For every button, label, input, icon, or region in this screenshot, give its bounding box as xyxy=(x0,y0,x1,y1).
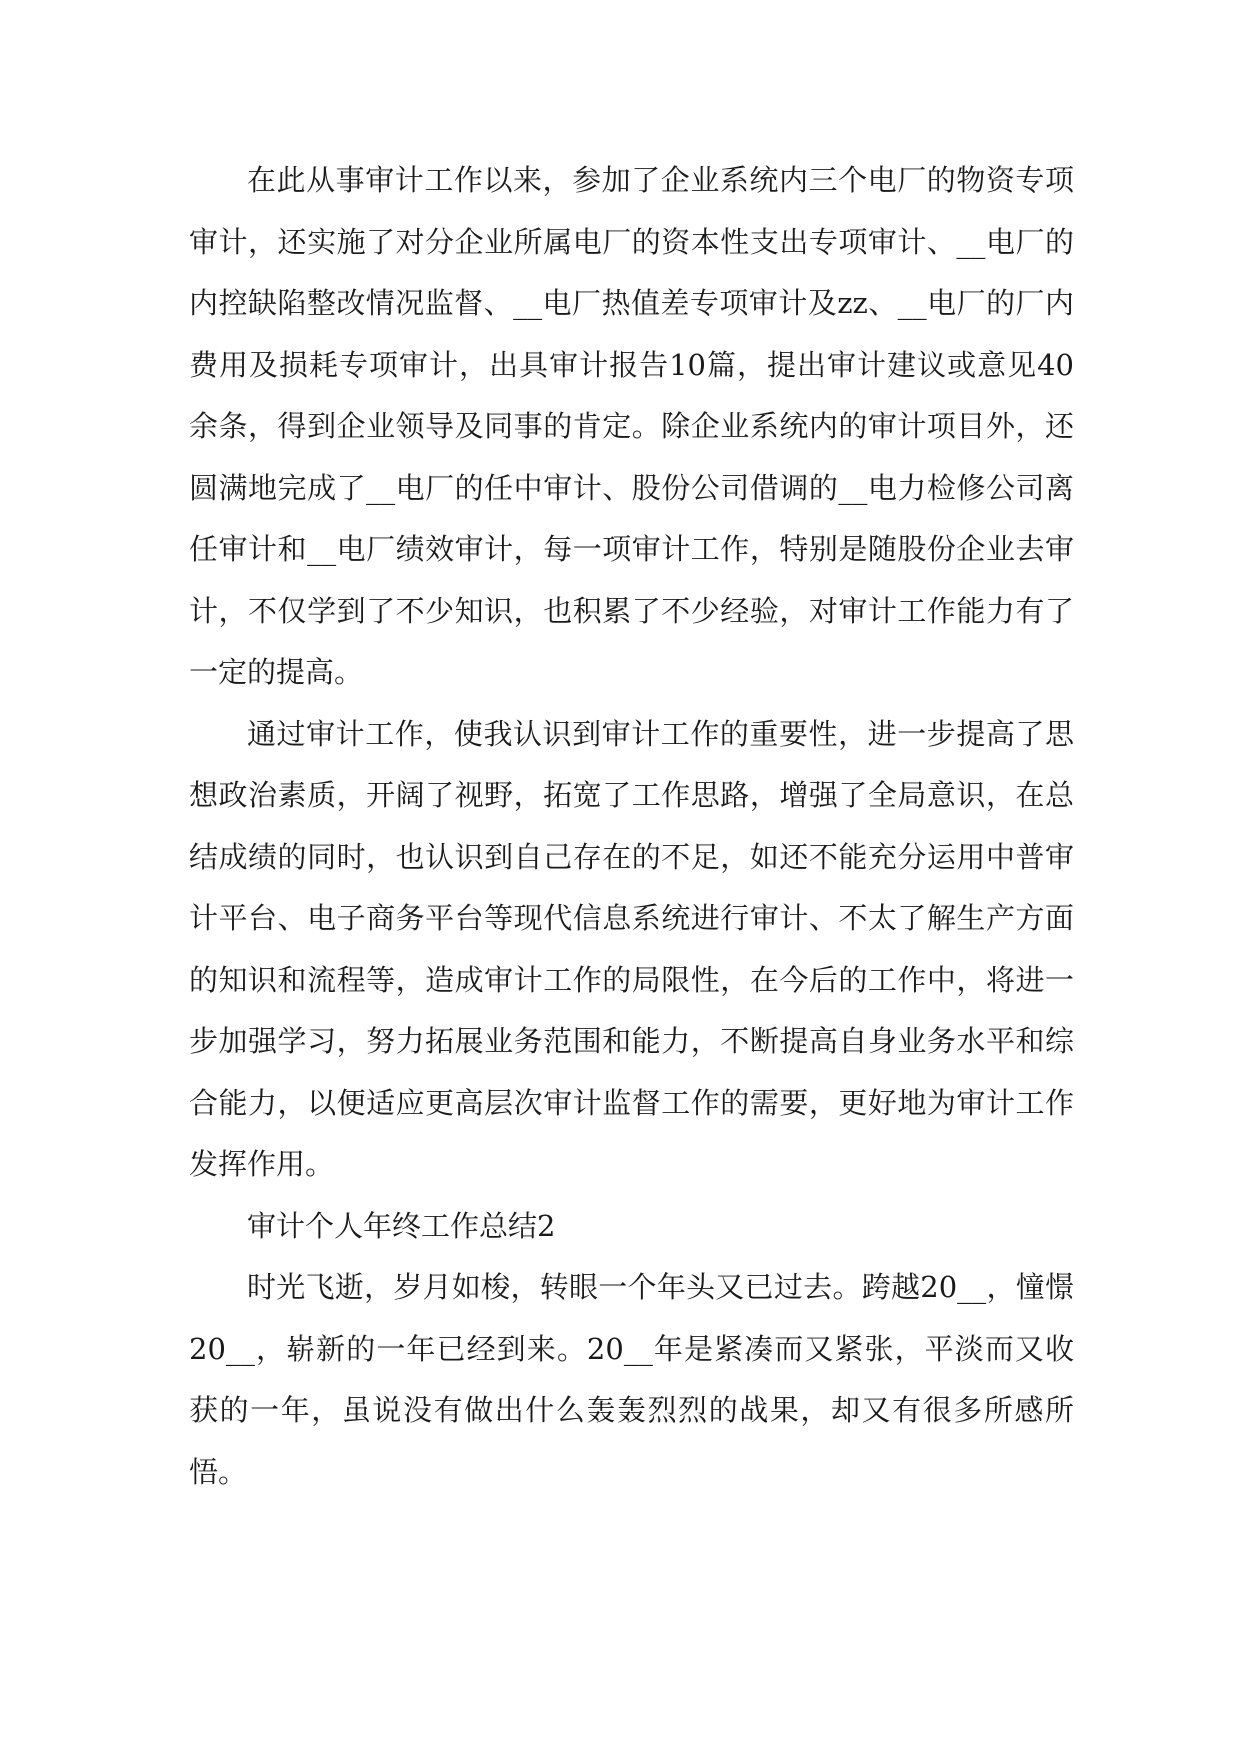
section-heading: 审计个人年终工作总结2 xyxy=(247,1208,556,1243)
body-paragraph: 通过审计工作，使我认识到审计工作的重要性，进一步提高了思想政治素质，开阔了视野，拓宽了工作思路，增强了全局意识，在总结成绩的同时，也认识到自己存在的不足，如还不能充分运用中普审计平台、电子商务平台等现代信息系统进行审计、不太了解生产方面的知识和流程等，造成审计工作的局限性，在今后的工作中，将进一步加强学习，努力拓展业务范围和能力，不断提高自身业务水平和综合能力，以便适应更高层次审计监督工作的需要，更好地为审计工作发挥作用。 xyxy=(189,716,1074,1181)
body-paragraph: 时光飞逝，岁月如梭，转眼一个年头又已过去。跨越20__，憧憬20__，崭新的一年已经到来。20__年是紧凑而又紧张，平淡而又收获的一年，虽说没有做出什么轰轰烈烈的战果，却又有很多所感所悟。 xyxy=(189,1270,1074,1489)
document-body xyxy=(189,150,1074,1503)
body-paragraph: 在此从事审计工作以来，参加了企业系统内三个电厂的物资专项审计，还实施了对分企业所属电厂的资本性支出专项审计、__电厂的内控缺陷整改情况监督、__电厂热值差专项审计及zz、__电厂的厂内费用及损耗专项审计，出具审计报告10篇，提出审计建议或意见40余条，得到企业领导及同事的肯定。除企业系统内的审计项目外，还圆满地完成了__电厂的任中审计、股份公司借调的__电力检修公司离任审计和__电厂绩效审计，每一项审计工作，特别是随股份企业去审计，不仅学到了不少知识，也积累了不少经验，对审计工作能力有了一定的提高。 xyxy=(189,163,1074,689)
